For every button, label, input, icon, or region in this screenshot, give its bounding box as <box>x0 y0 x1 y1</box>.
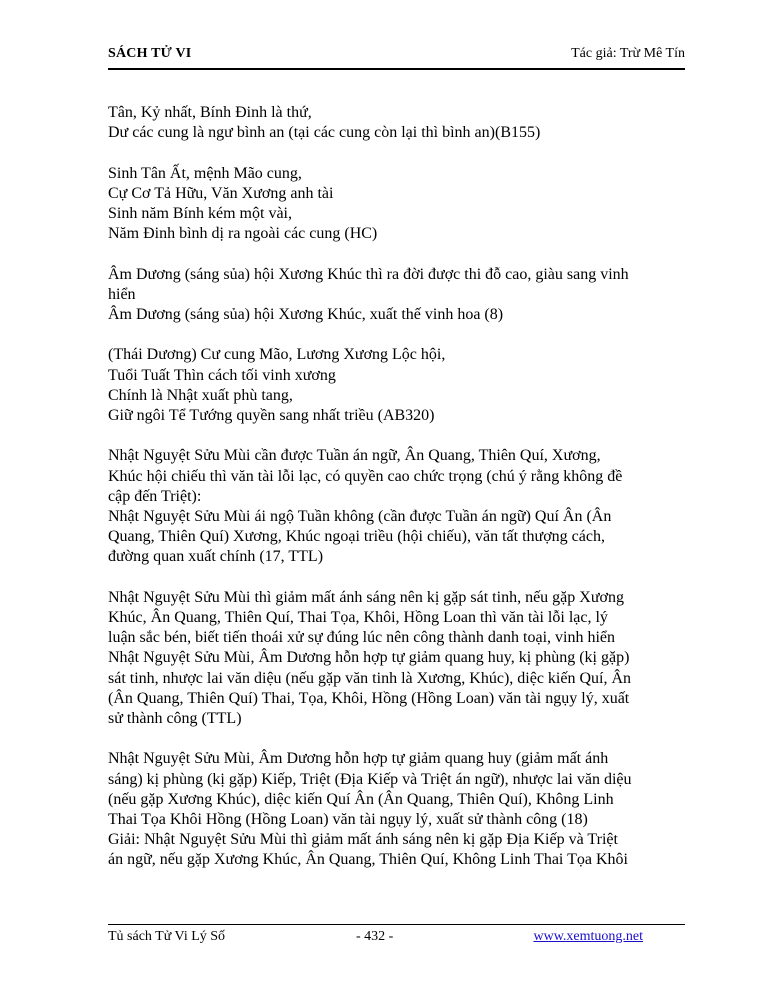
paragraph <box>108 164 686 245</box>
text-line: luận sắc bén, biết tiến thoái xử sự đúng lúc nên công thành danh toại, vinh hiển <box>108 629 616 647</box>
text-line: Tân, Kỷ nhất, Bính Đinh là thứ, <box>108 104 312 121</box>
text-line: Tuổi Tuất Thìn cách tối vinh xương <box>108 366 336 384</box>
paragraph <box>108 265 686 326</box>
page-body <box>108 103 686 891</box>
text-line: Nhật Nguyệt Sửu Mùi, Âm Dương hỗn hợp tự giảm quang huy (giảm mất ánh <box>108 750 609 768</box>
text-line: (nếu gặp Xương Khúc), diệc kiến Quí Ân (Ân Quang, Thiên Quí), Không Linh <box>108 790 614 808</box>
text-line: Giữ ngôi Tể Tướng quyền sang nhất triều (AB320) <box>108 407 435 424</box>
text-line: Cự Cơ Tả Hữu, Văn Xương anh tài <box>108 184 334 202</box>
text-line: Thai Tọa Khôi Hồng (Hồng Loan) văn tài ngụy lý, xuất sử thành công (18) <box>108 811 588 829</box>
paragraph <box>108 446 686 567</box>
text-line: Khúc, Ân Quang, Thiên Quí, Thai Tọa, Khôi, Hồng Loan thì văn tài lỗi lạc, lý <box>108 609 608 626</box>
text-line: Năm Đinh bình dị ra ngoài các cung (HC) <box>108 225 378 243</box>
text-line: Sinh Tân Ất, mệnh Mão cung, <box>108 164 302 182</box>
text-line: (Ân Quang, Thiên Quí) Thai, Tọa, Khôi, Hồng (Hồng Loan) văn tài ngụy lý, xuất <box>108 689 630 707</box>
text-line: Âm Dương (sáng sủa) hội Xương Khúc, xuất thế vinh hoa (8) <box>108 306 504 323</box>
text-line: cập đến Triệt): <box>108 487 202 505</box>
series-name: Tủ sách Tử Vi Lý Số <box>108 929 226 944</box>
text-line: Quang, Thiên Quí) Xương, Khúc ngoại triều (hội chiếu), văn tất thượng cách, <box>108 528 605 546</box>
text-line: đường quan xuất chính (17, TTL) <box>108 548 324 566</box>
paragraph <box>108 103 686 143</box>
page-header <box>108 46 685 70</box>
page-footer <box>108 924 685 947</box>
text-line: sử thành công (TTL) <box>108 710 242 728</box>
website-link[interactable]: www.xemtuong.net <box>533 929 643 944</box>
text-line: Dư các cung là ngư bình an (tại các cung còn lại thì bình an)(B155) <box>108 124 541 142</box>
text-line: Nhật Nguyệt Sửu Mùi cần được Tuần án ngữ, Ân Quang, Thiên Quí, Xương, <box>108 447 601 465</box>
paragraph <box>108 749 686 870</box>
text-line: Giải: Nhật Nguyệt Sửu Mùi thì giảm mất ánh sáng nên kị gặp Địa Kiếp và Triệt <box>108 831 618 849</box>
text-line: Chính là Nhật xuất phù tang, <box>108 386 293 404</box>
text-line: Khúc hội chiếu thì văn tài lỗi lạc, có quyền cao chức trọng (chú ý rằng không đề <box>108 467 623 485</box>
text-line: sát tinh, nhược lai văn diệu (nếu gặp văn tinh là Xương, Khúc), diệc kiến Quí, Ân <box>108 669 632 687</box>
text-line: sáng) kị phùng (kị gặp) Kiếp, Triệt (Địa Kiếp và Triệt án ngữ), nhược lai văn diệu <box>108 770 632 788</box>
text-line: án ngữ, nếu gặp Xương Khúc, Ân Quang, Thiên Quí, Không Linh Thai Tọa Khôi <box>108 851 628 869</box>
text-line: Nhật Nguyệt Sửu Mùi thì giảm mất ánh sáng nên kị gặp sát tinh, nếu gặp Xương <box>108 588 624 606</box>
paragraph <box>108 588 686 729</box>
text-line: (Thái Dương) Cư cung Mão, Lương Xương Lộc hội, <box>108 346 446 364</box>
text-line: Sinh năm Bính kém một vài, <box>108 205 292 222</box>
book-title: SÁCH TỬ VI <box>108 46 192 61</box>
paragraph <box>108 345 686 426</box>
text-line: Nhật Nguyệt Sửu Mùi ái ngộ Tuần không (cần được Tuần án ngữ) Quí Ân (Ân <box>108 508 612 525</box>
text-line: Âm Dương (sáng sủa) hội Xương Khúc thì ra đời được thi đỗ cao, giàu sang vinh <box>108 265 629 283</box>
text-line: Nhật Nguyệt Sửu Mùi, Âm Dương hỗn hợp tự giảm quang huy, kị phùng (kị gặp) <box>108 649 630 667</box>
author-label: Tác giả: Trừ Mê Tín <box>571 46 685 61</box>
text-line: hiển <box>108 285 136 303</box>
page-number: - 432 - <box>356 929 394 944</box>
